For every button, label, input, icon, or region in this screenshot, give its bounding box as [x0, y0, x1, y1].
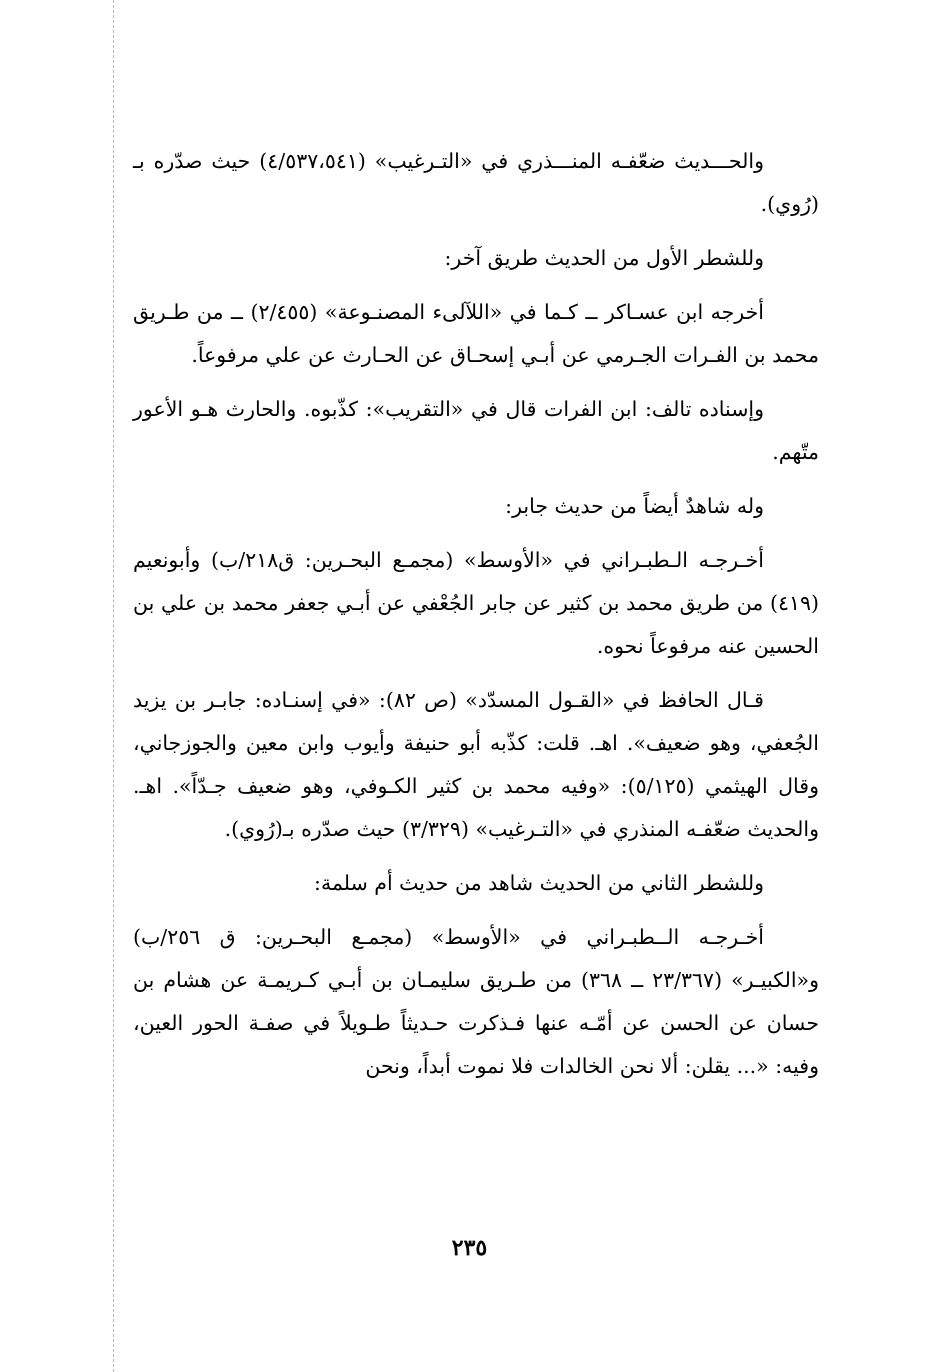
paragraph: وله شاهدٌ أيضاً من حديث جابر: — [505, 494, 764, 518]
page-body — [133, 140, 819, 1099]
paragraph: أخـرجـه الــطبـراني في «الأوسط» (مجمـع البحـرين: ق ٢٥٦/ب) و«الكبيـر» (٢٣/٣٦٧ ــ ٣٦٨) من طـريق سليمـان بن أبـي كـريمـة عن هشام بن حسان عن الحسن عن أمّـه عنها فـذكرت حـديثاً طـويلاً في صفـة الحور العين، وفيه: «... يقلن: ألا نحن الخالدات فلا نموت أبداً، ونحن — [133, 925, 820, 1078]
paragraph: أخـرجـه الـطبـراني في «الأوسط» (مجمـع البحـرين: ق٢١٨/ب) وأبونعيم (٤١٩) من طريق محمد بن كثير عن جابر الجُعْفي عن أبـي جعفر محمد بن علي بن الحسين عنه مرفوعاً نحوه. — [133, 548, 819, 658]
page-number: ٢٣٥ — [451, 1235, 488, 1261]
paragraph: والحـــديث ضعّفـه المنـــذري في «التـرغيب» (٤/٥٣٧،٥٤١) حيث صدّره بـ (رُوي). — [133, 149, 819, 216]
paragraph: وإسناده تالف: ابن الفرات قال في «التقريب»: كذّبوه. والحارث هـو الأعور متّهم. — [133, 397, 819, 464]
paragraph: وللشطر الثاني من الحديث شاهد من حديث أم سلمة: — [314, 871, 764, 895]
page-edge-line — [113, 0, 114, 1372]
paragraph: قـال الحافظ في «القـول المسدّد» (ص ٨٢): «في إسنـاده: جابـر بن يزيد الجُعفي، وهو ضعيف». اهـ. قلت: كذّبه أبو حنيفة وأيوب وابن معين والجوزجاني، وقال الهيثمي (٥/١٢٥): «وفيه محمد بن كثير الكـوفي، وهو ضعيف جـدّاً». اهـ. والحديث ضعّفـه المنذري في «التـرغيب» (٣/٣٢٩) حيث صدّره بـ(رُوي). — [133, 688, 819, 841]
paragraph: وللشطر الأول من الحديث طريق آخر: — [444, 246, 764, 270]
paragraph: أخرجه ابن عسـاكر ــ كـما في «اللآلىء المصنـوعة» (٢/٤٥٥) ــ من طـريق محمد بن الفـرات الجـرمي عن أبـي إسحـاق عن الحـارث عن علي مرفوعاً. — [133, 300, 819, 367]
